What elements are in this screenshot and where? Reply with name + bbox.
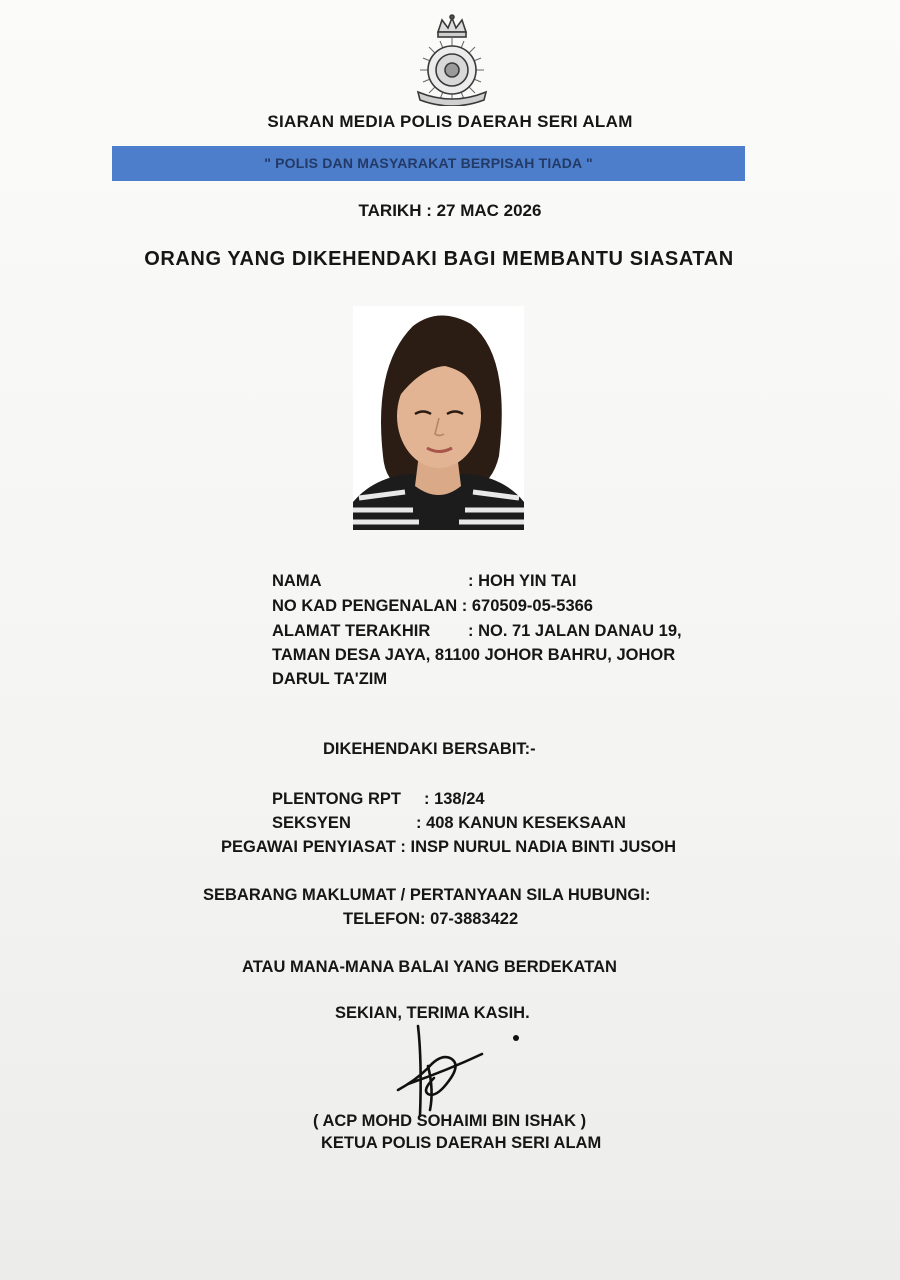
address-label: ALAMAT TERAKHIR: [272, 622, 431, 640]
organization-title: SIARAN MEDIA POLIS DAERAH SERI ALAM: [267, 112, 633, 131]
motto-text: " POLIS DAN MASYARAKAT BERPISAH TIADA ": [264, 155, 593, 171]
portrait-photo-icon: [353, 306, 524, 530]
officer-label: PEGAWAI PENYIASAT: [221, 838, 396, 856]
section-value: : 408 KANUN KESEKSAAN: [416, 814, 626, 832]
section-label: SEKSYEN: [272, 814, 351, 832]
address-value: : NO. 71 JALAN DANAU 19,: [468, 622, 682, 640]
signatory-title: KETUA POLIS DAERAH SERI ALAM: [321, 1134, 602, 1152]
officer-row: [221, 838, 676, 857]
section-row: [272, 814, 626, 833]
name-value: : HOH YIN TAI: [468, 572, 577, 590]
closing-text: SEKIAN, TERIMA KASIH.: [335, 1004, 530, 1022]
signatory-name: ( ACP MOHD SOHAIMI BIN ISHAK ): [313, 1112, 587, 1130]
address-line-2: TAMAN DESA JAYA, 81100 JOHOR BAHRU, JOHOR: [272, 646, 676, 664]
report-row: [272, 790, 485, 809]
contact-phone: TELEFON: 07-3883422: [343, 910, 519, 928]
address-row: [272, 622, 682, 641]
contact-prompt: SEBARANG MAKLUMAT / PERTANYAAN SILA HUBUNGI:: [203, 886, 651, 904]
report-label: PLENTONG RPT: [272, 790, 401, 808]
police-crest-icon: [404, 14, 500, 106]
ic-value: : 670509-05-5366: [461, 597, 593, 615]
officer-value: : INSP NURUL NADIA BINTI JUSOH: [400, 838, 677, 856]
name-label: NAMA: [272, 572, 322, 590]
report-value: : 138/24: [424, 790, 485, 808]
case-title: DIKEHENDAKI BERSABIT:-: [323, 740, 536, 758]
notice-heading: ORANG YANG DIKEHENDAKI BAGI MEMBANTU SIASATAN: [144, 248, 734, 270]
contact-alternative: ATAU MANA-MANA BALAI YANG BERDEKATAN: [242, 958, 617, 976]
ic-label: NO KAD PENGENALAN: [272, 597, 458, 615]
ic-row: [272, 597, 593, 616]
release-date: TARIKH : 27 MAC 2026: [358, 201, 542, 220]
address-line-3: DARUL TA'ZIM: [272, 670, 388, 688]
name-row: [272, 572, 576, 591]
